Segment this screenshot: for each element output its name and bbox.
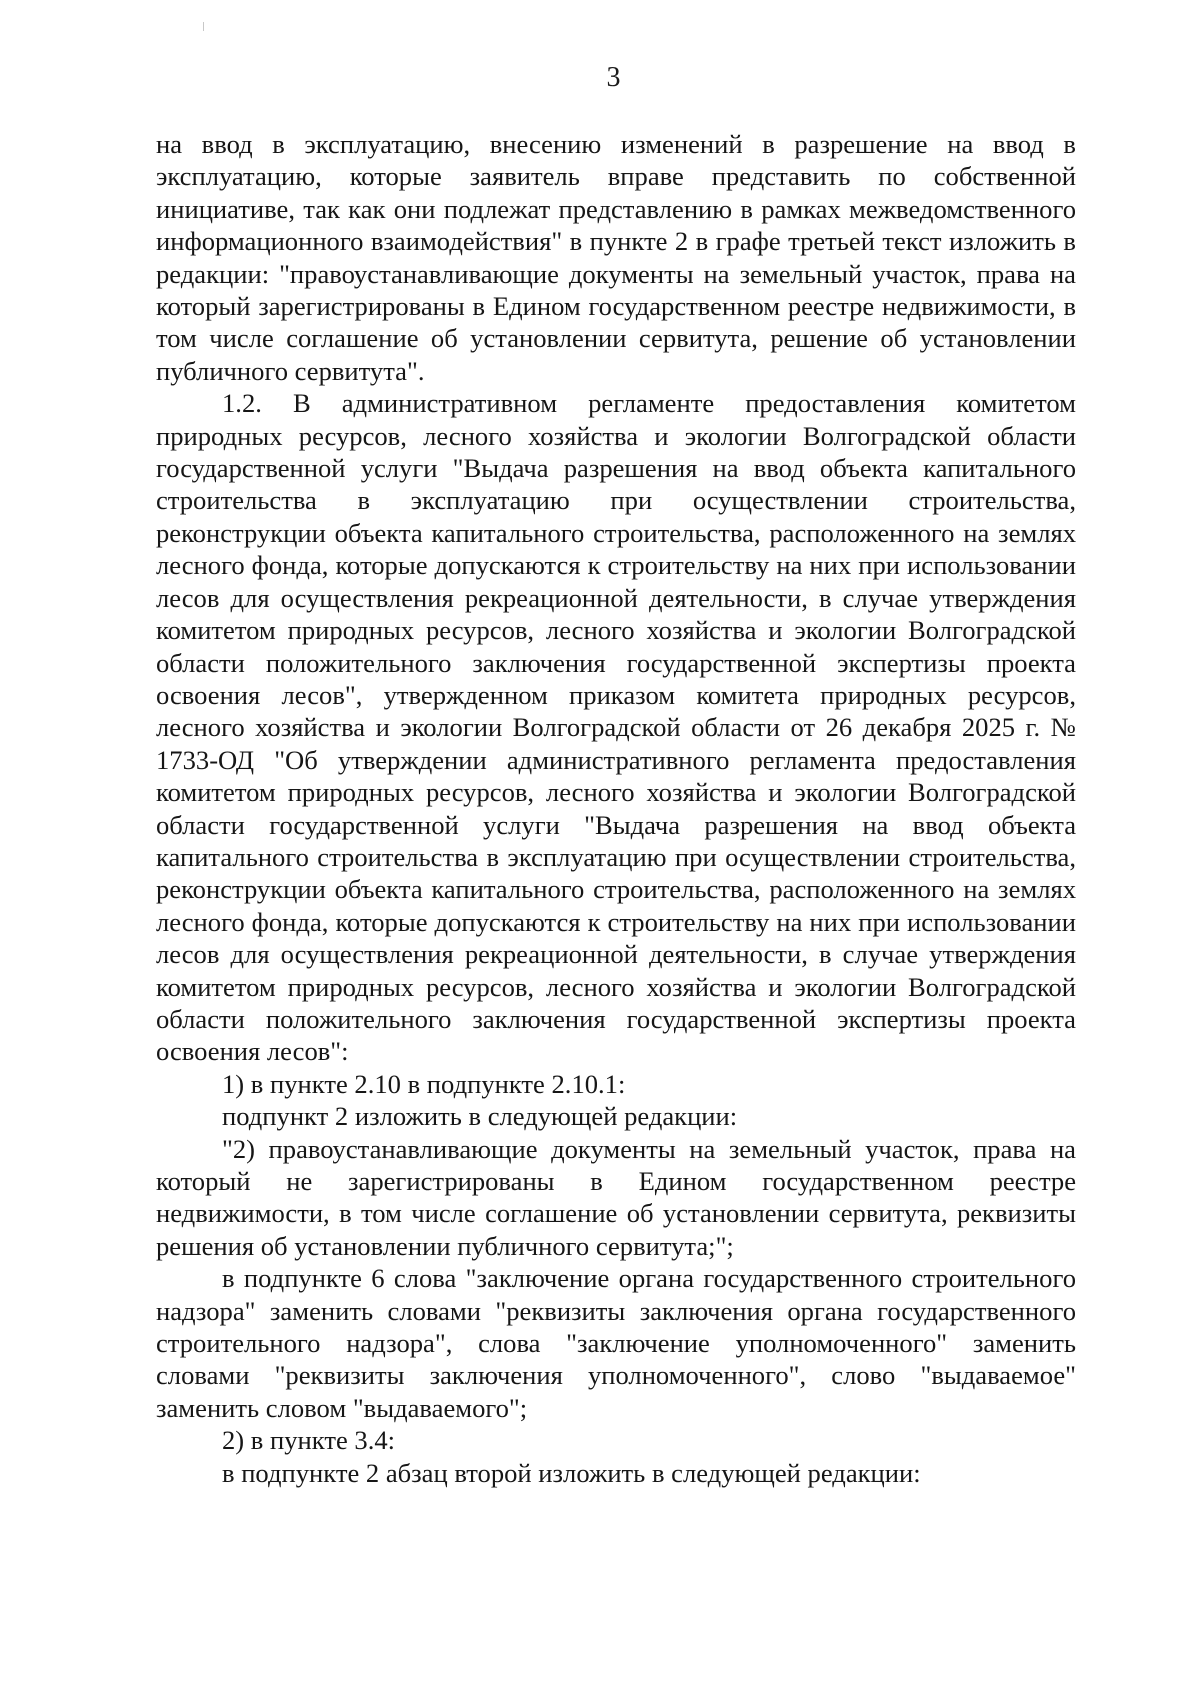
paragraph-subpoint-6: в подпункте 6 слова "заключение органа государственного строительного надзора" заменить словами "реквизиты заключения органа государственного строительного надзора", слова "заключение уполномоченного" заменить словами "реквизиты заключения уполномоченного", слово "выдаваемое" заменить словом "выдаваемого"; <box>156 1263 1076 1423</box>
paragraph-subpoint-2-instruction: подпункт 2 изложить в следующей редакции: <box>222 1101 738 1132</box>
paragraph-subitem-2: 2) в пункте 3.4: <box>222 1425 396 1456</box>
paragraph-subitem-1: 1) в пункте 2.10 в подпункте 2.10.1: <box>222 1068 626 1099</box>
paragraph-subpoint-2-text: "2) правоустанавливающие документы на земельный участок, права на который не зарегистрированы в Едином государственном реестре недвижимости, в том числе соглашение об установлении сервитута, реквизиты решения об установлении публичного сервитута;"; <box>156 1133 1076 1261</box>
paragraph-item-1-2: 1.2. В административном регламенте предоставления комитетом природных ресурсов, лесного хозяйства и экологии Волгоградской области государственной услуги "Выдача разрешения на ввод объекта капитального строительства в эксплуатацию при осуществлении строительства, реконструкции объекта капитального строительства, расположенного на землях лесного фонда, которые допускаются к строительству на них при использовании лесов для осуществления рекреационной деятельности, в случае утверждения комитетом природных ресурсов, лесного хозяйства и экологии Волгоградской области положительного заключения государственной экспертизы проекта освоения лесов", утвержденном приказом комитета природных ресурсов, лесного хозяйства и экологии Волгоградской области от 26 декабря 2025 г. № 1733-ОД "Об утверждении административного регламента предоставления комитетом природных ресурсов, лесного хозяйства и экологии Волгоградской области государственной услуги "Выдача разрешения на ввод объекта капитального строительства в эксплуатацию при осуществлении строительства, реконструкции объекта капитального строительства, расположенного на землях лесного фонда, которые допускаются к строительству на них при использовании лесов для осуществления рекреационной деятельности, в случае утверждения комитетом природных ресурсов, лесного хозяйства и экологии Волгоградской области положительного заключения государственной экспертизы проекта освоения лесов": <box>156 388 1076 1067</box>
document-body <box>156 128 1076 1489</box>
paragraph-continuation: на ввод в эксплуатацию, внесению изменений в разрешение на ввод в эксплуатацию, которые заявитель вправе представить по собственной инициативе, так как они подлежат представлению в рамках межведомственного информационного взаимодействия" в пункте 2 в графе третьей текст изложить в редакции: "правоустанавливающие документы на земельный участок, права на который зарегистрированы в Едином государственном реестре недвижимости, в том числе соглашение об установлении сервитута, решение об установлении публичного сервитута". <box>156 129 1076 386</box>
scan-mark <box>203 22 204 31</box>
page-number: 3 <box>606 62 621 93</box>
paragraph-subpoint-2-abzac: в подпункте 2 абзац второй изложить в следующей редакции: <box>222 1457 921 1488</box>
